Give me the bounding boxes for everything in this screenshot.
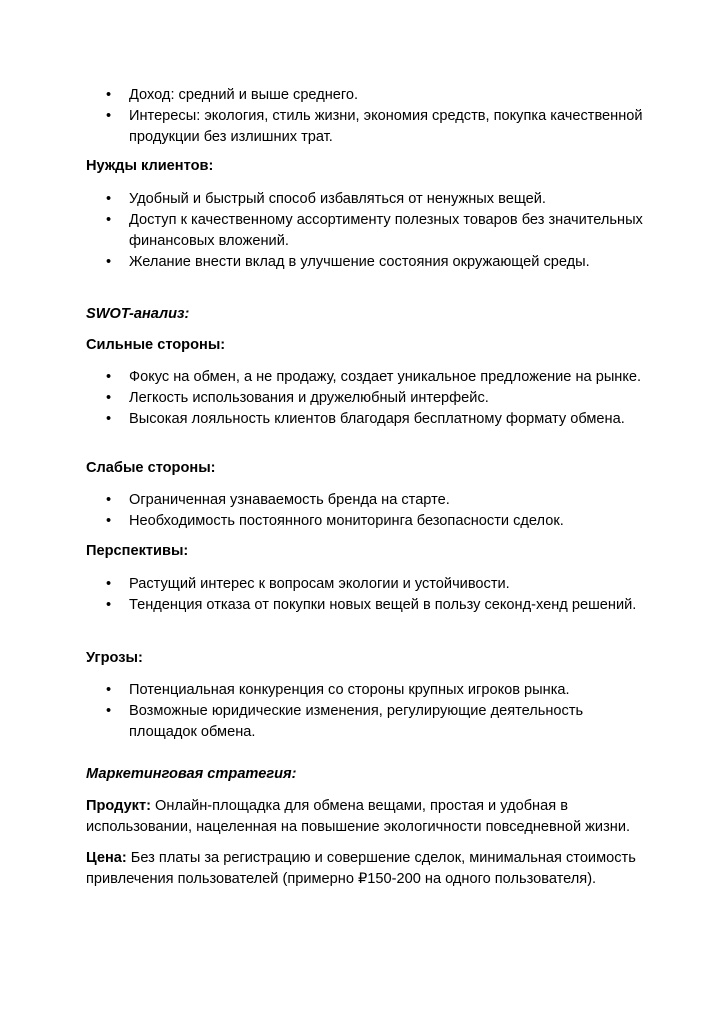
needs-bullet-list	[86, 189, 646, 273]
marketing-title: Маркетинговая стратегия:	[86, 766, 297, 782]
bullet-icon: •	[106, 390, 112, 406]
weaknesses-heading: Слабые стороны:	[86, 460, 216, 476]
product-paragraph	[86, 796, 646, 838]
weaknesses-bullet-list	[86, 490, 646, 532]
list-item	[86, 595, 646, 616]
list-item-text: Ограниченная узнаваемость бренда на старте.	[129, 492, 450, 508]
threats-heading: Угрозы:	[86, 650, 143, 666]
opportunities-bullet-list	[86, 574, 646, 616]
list-item	[86, 85, 646, 106]
bullet-icon: •	[106, 108, 112, 124]
product-label: Продукт:	[86, 798, 151, 814]
bullet-icon: •	[106, 513, 112, 529]
list-item	[86, 388, 646, 409]
list-item	[86, 680, 646, 701]
bullet-icon: •	[106, 254, 112, 270]
list-item	[86, 574, 646, 595]
opportunities-heading: Перспективы:	[86, 543, 189, 559]
list-item-text: Интересы: экология, стиль жизни, экономия средств, покупка качественной продукции без излишних трат.	[129, 108, 643, 145]
list-item	[86, 490, 646, 511]
intro-bullet-list	[86, 85, 646, 148]
list-item-text: Растущий интерес к вопросам экологии и устойчивости.	[129, 576, 510, 592]
bullet-icon: •	[106, 411, 112, 427]
list-item	[86, 252, 646, 273]
bullet-icon: •	[106, 212, 112, 228]
list-item-text: Потенциальная конкуренция со стороны крупных игроков рынка.	[129, 682, 570, 698]
price-paragraph	[86, 848, 646, 890]
list-item-text: Возможные юридические изменения, регулирующие деятельность площадок обмена.	[129, 703, 584, 740]
bullet-icon: •	[106, 597, 112, 613]
list-item	[86, 106, 646, 148]
bullet-icon: •	[106, 87, 112, 103]
list-item-text: Фокус на обмен, а не продажу, создает уникальное предложение на рынке.	[129, 369, 642, 385]
list-item	[86, 701, 646, 743]
list-item	[86, 210, 646, 252]
bullet-icon: •	[106, 369, 112, 385]
list-item-text: Доход: средний и выше среднего.	[129, 87, 359, 103]
bullet-icon: •	[106, 576, 112, 592]
needs-heading: Нужды клиентов:	[86, 158, 214, 174]
list-item	[86, 189, 646, 210]
bullet-icon: •	[106, 682, 112, 698]
list-item-text: Доступ к качественному ассортименту полезных товаров без значительных финансовых вложений.	[129, 212, 643, 249]
list-item	[86, 409, 646, 430]
price-label: Цена:	[86, 850, 127, 866]
list-item	[86, 511, 646, 532]
strengths-heading: Сильные стороны:	[86, 337, 226, 353]
list-item-text: Легкость использования и дружелюбный интерфейс.	[129, 390, 489, 406]
swot-title: SWOT-анализ:	[86, 306, 190, 322]
list-item-text: Желание внести вклад в улучшение состояния окружающей среды.	[129, 254, 590, 270]
bullet-icon: •	[106, 703, 112, 719]
bullet-icon: •	[106, 191, 112, 207]
price-text: Без платы за регистрацию и совершение сделок, минимальная стоимость привлечения пользователей (примерно ₽150-200 на одного пользователя).	[86, 850, 636, 887]
bullet-icon: •	[106, 492, 112, 508]
product-text: Онлайн-площадка для обмена вещами, простая и удобная в использовании, нацеленная на повышение экологичности повседневной жизни.	[86, 798, 631, 835]
list-item	[86, 367, 646, 388]
list-item-text: Тенденция отказа от покупки новых вещей в пользу секонд-хенд решений.	[129, 597, 637, 613]
strengths-bullet-list	[86, 367, 646, 430]
list-item-text: Высокая лояльность клиентов благодаря бесплатному формату обмена.	[129, 411, 625, 427]
threats-bullet-list	[86, 680, 646, 743]
list-item-text: Удобный и быстрый способ избавляться от ненужных вещей.	[129, 191, 546, 207]
list-item-text: Необходимость постоянного мониторинга безопасности сделок.	[129, 513, 564, 529]
